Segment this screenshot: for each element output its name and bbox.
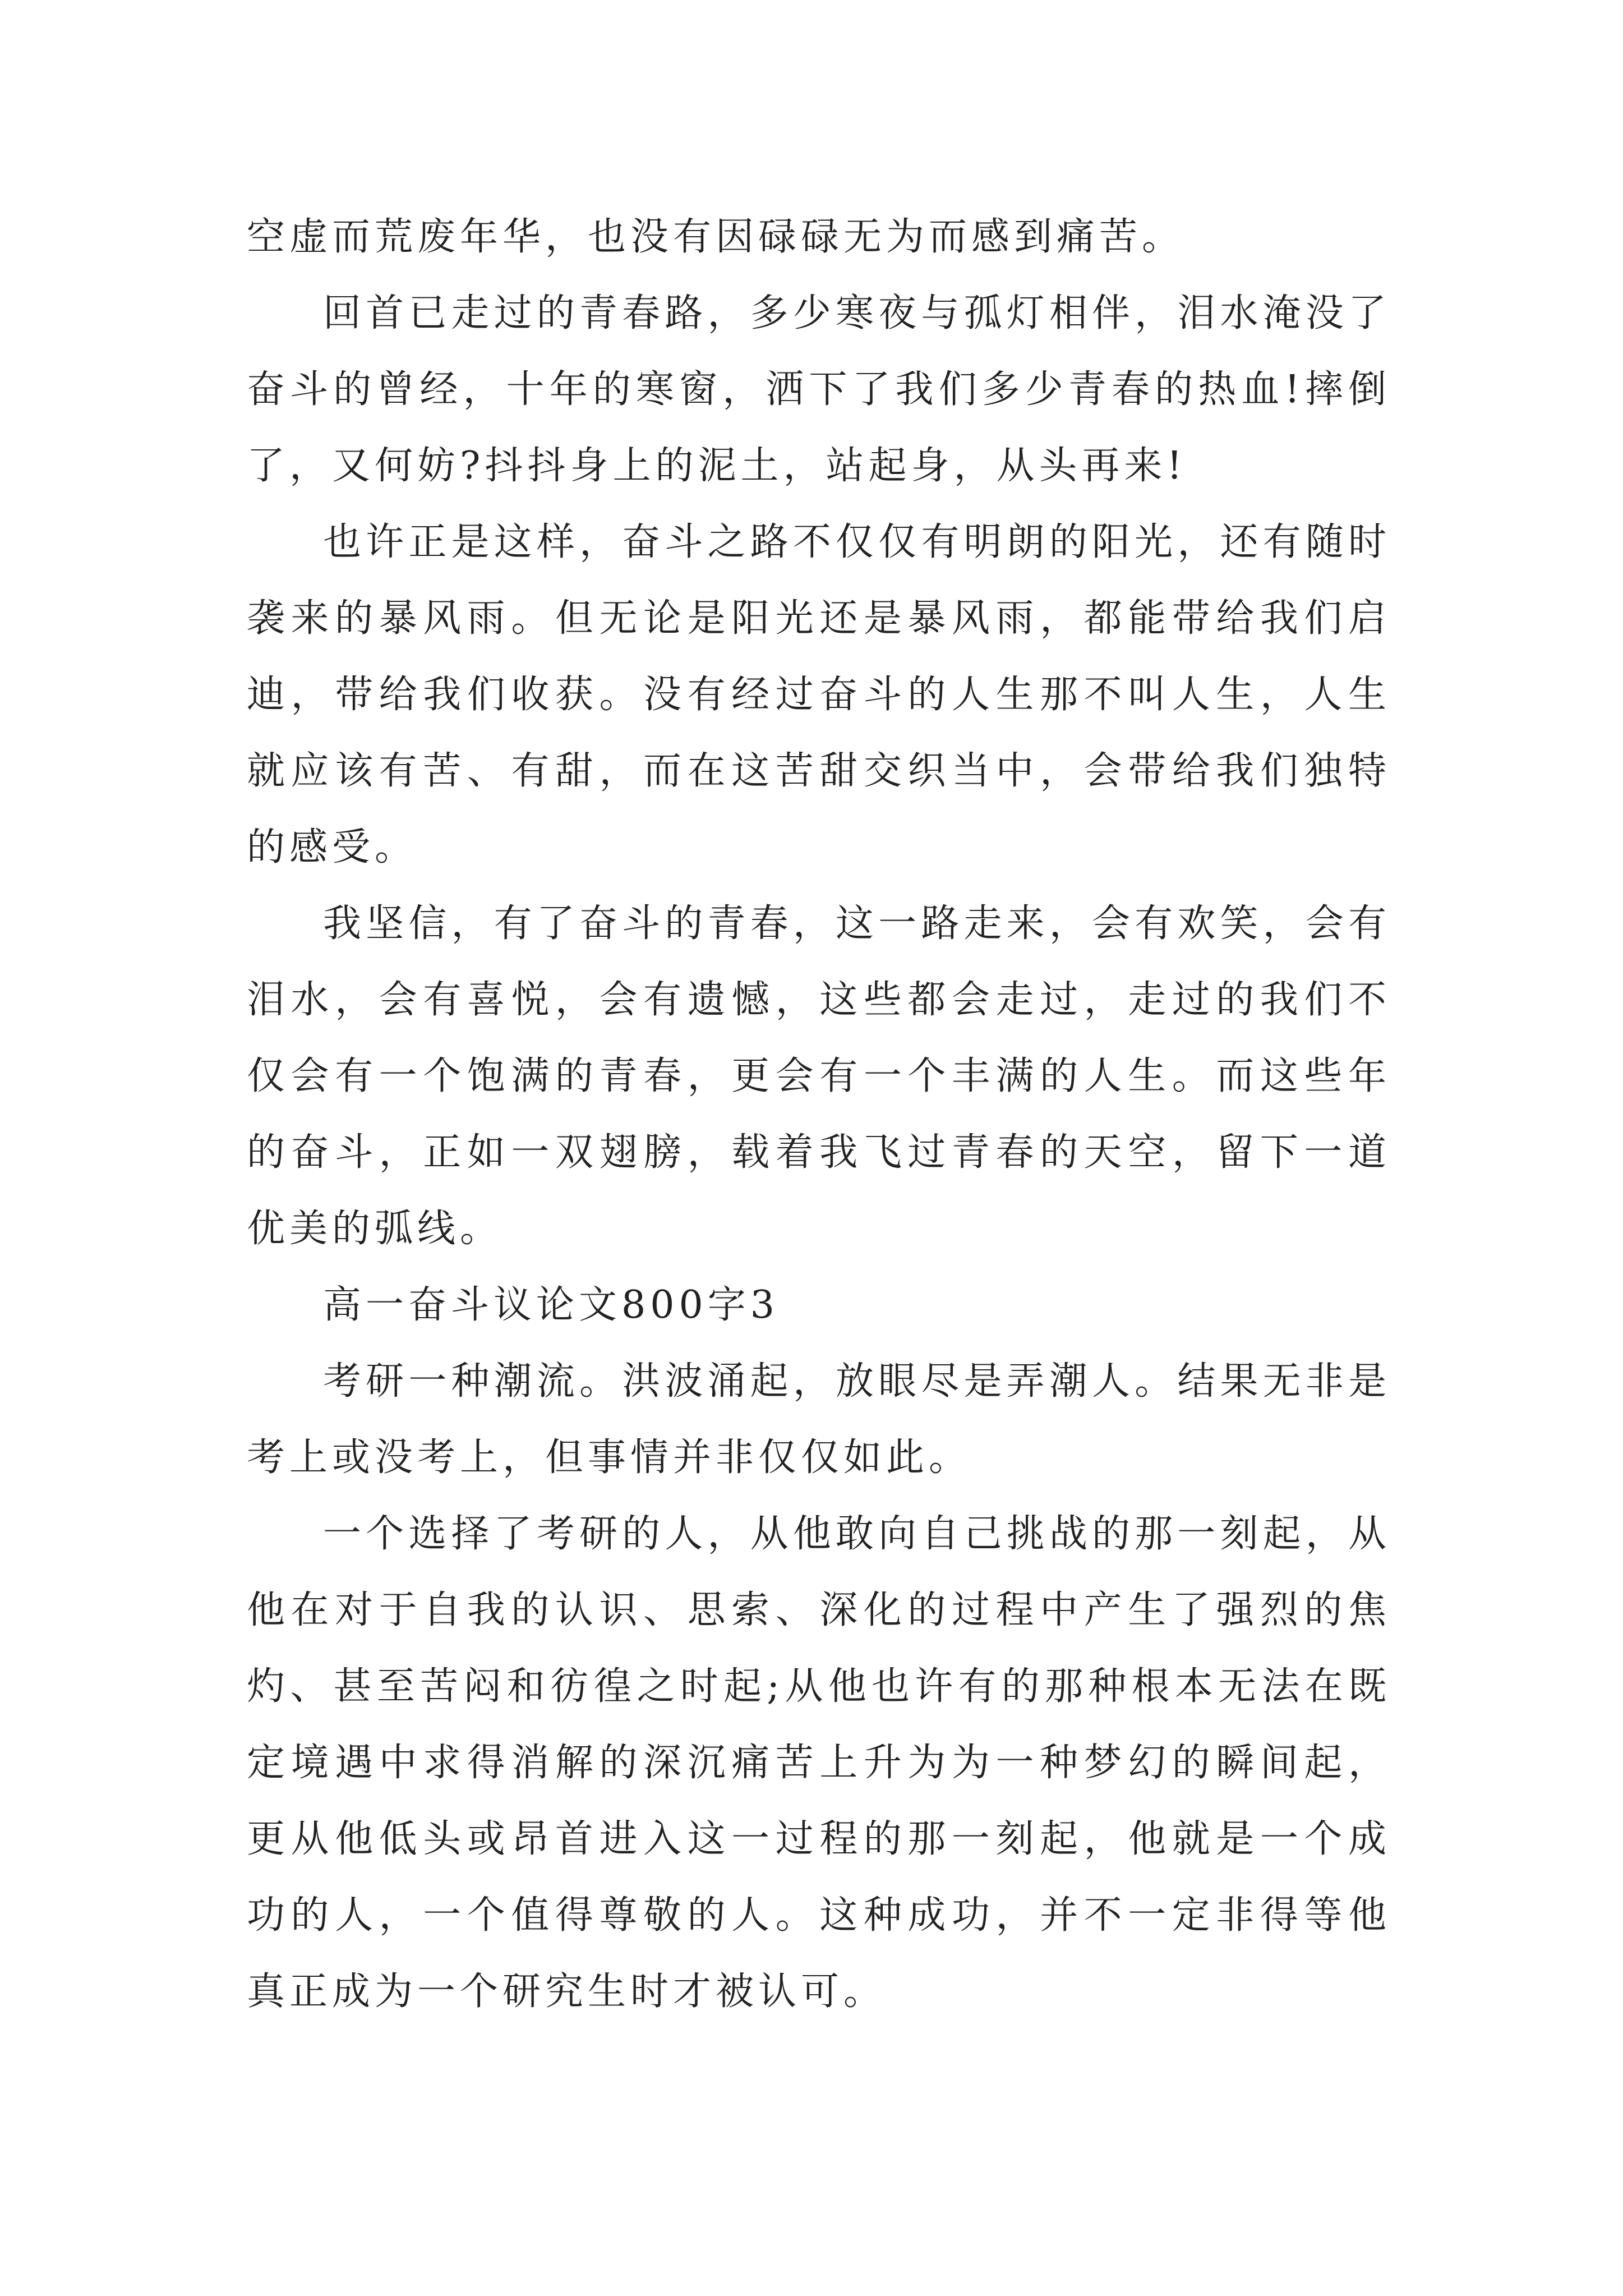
paragraph: 考研一种潮流。洪波涌起，放眼尽是弄潮人。结果无非是考上或没考上，但事情并非仅仅如此。 — [247, 1359, 1391, 1480]
paragraph: 回首已走过的青春路，多少寒夜与孤灯相伴，泪水淹没了奋斗的曾经，十年的寒窗，洒下了我们多少青春的热血!摔倒了，又何妨?抖抖身上的泥土，站起身，从头再来! — [247, 291, 1391, 488]
essay-body — [247, 199, 1391, 2030]
paragraph: 一个选择了考研的人，从他敢向自己挑战的那一刻起，从他在对于自我的认识、思索、深化的过程中产生了强烈的焦灼、甚至苦闷和彷徨之时起;从他也许有的那种根本无法在既定境遇中求得消解的深沉痛苦上升为为一种梦幻的瞬间起，更从他低头或昂首进入这一过程的那一刻起，他就是一个成功的人，一个值得尊敬的人。这种成功，并不一定非得等他真正成为一个研究生时才被认可。 — [247, 1512, 1391, 2014]
paragraph: 我坚信，有了奋斗的青春，这一路走来，会有欢笑，会有泪水，会有喜悦，会有遗憾，这些都会走过，走过的我们不仅会有一个饱满的青春，更会有一个丰满的人生。而这些年的奋斗，正如一双翅膀，载着我飞过青春的天空，留下一道优美的弧线。 — [247, 901, 1391, 1251]
section-heading: 高一奋斗议论文800字3 — [323, 1283, 780, 1327]
paragraph-continuation: 空虚而荒废年华，也没有因碌碌无为而感到痛苦。 — [247, 215, 1185, 259]
paragraph: 也许正是这样，奋斗之路不仅仅有明朗的阳光，还有随时袭来的暴风雨。但无论是阳光还是暴风雨，都能带给我们启迪，带给我们收获。没有经过奋斗的人生那不叫人生，人生就应该有苦、有甜，而在这苦甜交织当中，会带给我们独特的感受。 — [247, 520, 1391, 869]
